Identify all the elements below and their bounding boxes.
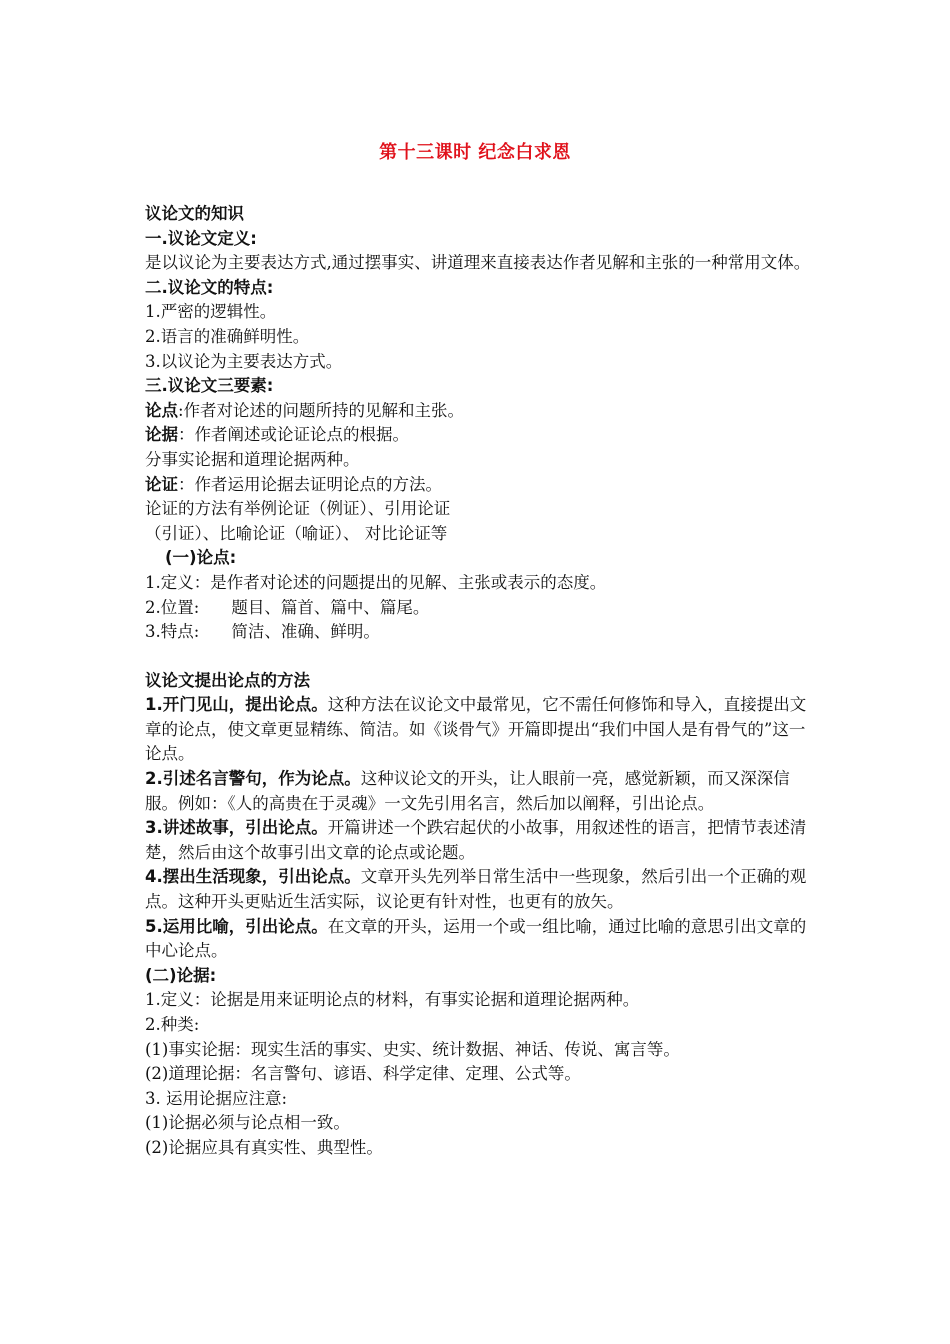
evidence-note-item: (2)论据应具有真实性、典型性。 (145, 1137, 383, 1157)
document-body (145, 202, 813, 1161)
evidence-type-item: (2)道理论据：名言警句、谚语、科学定律、定理、公式等。 (145, 1064, 581, 1084)
argument-definition: 1.定义：是作者对论述的问题提出的见解、主张或表示的态度。 (145, 572, 607, 592)
element-label: 论点 (145, 400, 178, 420)
method-label: 1.开门见山，提出论点。 (145, 695, 328, 715)
definition-text: 是以议论为主要表达方式,通过摆事实、讲道理来直接表达作者见解和主张的一种常用文体。 (145, 253, 811, 273)
method-item (145, 693, 813, 767)
element-label: 论据 (145, 425, 178, 445)
definition-title: 一.议论文定义: (145, 228, 257, 248)
element-text: :作者对论述的问题所持的见解和主张。 (178, 400, 465, 420)
item-label: 2.位置: (145, 597, 200, 617)
element-text: ：作者阐述或论证论点的根据。 (178, 425, 409, 445)
features-title: 二.议论文的特点: (145, 277, 274, 297)
method-item (145, 767, 813, 816)
elements-title: 三.议论文三要素: (145, 376, 274, 396)
method-text: 这种议论文的开头，让人眼前一亮，感觉新颖，而又深深信服。例如：《人的高贵在于灵魂》一文先引用名言，然后加以阐释，引出论点。 (145, 769, 790, 813)
evidence-type-item: (1)事实论据：现实生活的事实、史实、统计数据、神话、传说、寓言等。 (145, 1039, 680, 1059)
method-item (145, 915, 813, 964)
subsection-title: (二)论据: (145, 965, 217, 985)
lunju-note: 分事实论据和道理论据两种。 (145, 449, 360, 469)
method-label: 2.引述名言警句，作为论点。 (145, 769, 361, 789)
evidence-definition: 1.定义：论据是用来证明论点的材料，有事实论据和道理论据两种。 (145, 990, 640, 1010)
item-text: 简洁、准确、鲜明。 (231, 622, 380, 642)
method-label: 3.讲述故事，引出论点。 (145, 818, 328, 838)
section-heading: 议论文的知识 (145, 204, 244, 223)
argument-position (145, 596, 813, 621)
method-label: 4.摆出生活现象，引出论点。 (145, 867, 361, 887)
element-label: 论证 (145, 474, 178, 494)
argument-traits (145, 620, 813, 645)
method-text: 在文章的开头，运用一个或一组比喻，通过比喻的意思引出文章的中心论点。 (145, 916, 807, 961)
method-text: 开篇讲述一个跌宕起伏的小故事，用叙述性的语言，把情节表述清楚，然后由这个故事引出文章的论点或论题。 (145, 818, 807, 862)
element-lundian (145, 399, 813, 424)
page-title: 第十三课时 纪念白求恩 (379, 142, 571, 163)
element-text: ：作者运用论据去证明论点的方法。 (178, 474, 442, 494)
element-lunzheng (145, 473, 813, 498)
subsection-title: (一)论点: (165, 548, 237, 568)
method-item (145, 865, 813, 914)
method-label: 5.运用比喻，引出论点。 (145, 916, 328, 936)
feature-item: 2.语言的准确鲜明性。 (145, 326, 310, 346)
method-item (145, 816, 813, 865)
section-heading: 议论文提出论点的方法 (145, 670, 310, 690)
methods-line: （引证）、比喻论证（喻证）、 对比论证等 (145, 523, 448, 543)
element-lunju (145, 423, 813, 448)
item-label: 3.特点: (145, 622, 200, 642)
item-text: 题目、篇首、篇中、篇尾。 (231, 597, 430, 617)
feature-item: 1.严密的逻辑性。 (145, 302, 277, 322)
feature-item: 3.以议论为主要表达方式。 (145, 351, 343, 371)
evidence-note-item: (1)论据必须与论点相一致。 (145, 1113, 350, 1133)
methods-line: 论证的方法有举例论证（例证）、引用论证 (145, 499, 451, 519)
method-text: 这种方法在议论文中最常见，它不需任何修饰和导入，直接提出文章的论点，使文章更显精练、简洁。如《谈骨气》开篇即提出“我们中国人是有骨气的”这一论点。 (145, 695, 807, 764)
evidence-notes: 3. 运用论据应注意: (145, 1088, 288, 1108)
evidence-types: 2.种类: (145, 1015, 200, 1034)
method-text: 文章开头先列举日常生活中一些现象，然后引出一个正确的观点。这种开头更贴近生活实际，议论更有针对性，也更有的放矢。 (145, 867, 807, 912)
